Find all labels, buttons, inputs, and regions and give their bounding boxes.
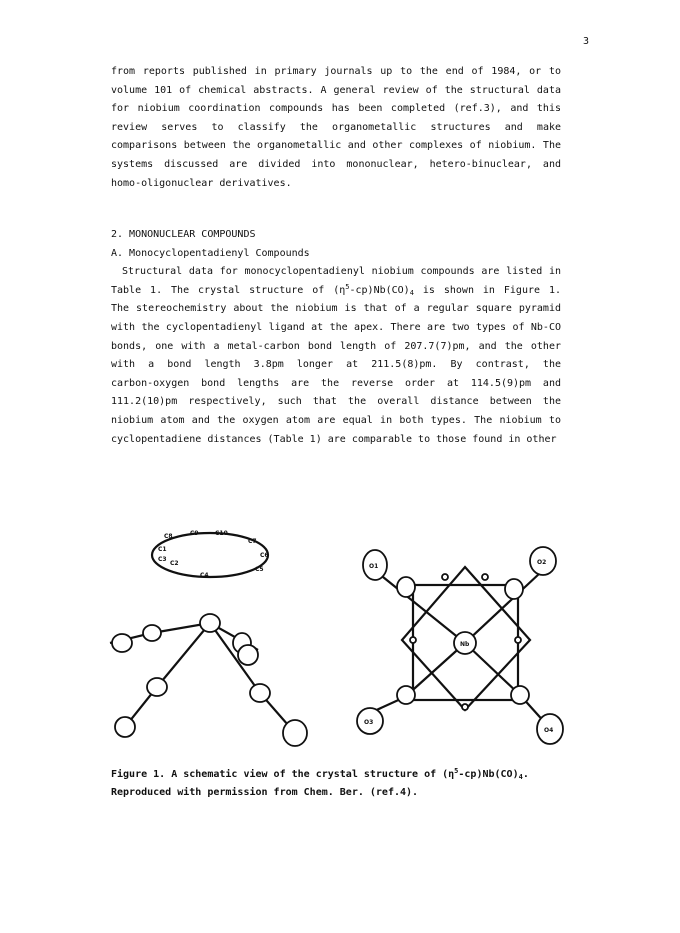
figure-caption	[111, 766, 581, 803]
text-line: carbon-oxygen bond lengths are the reverse order at 114.5(9)pm and	[111, 377, 561, 389]
atom-label: O2	[537, 559, 547, 566]
carbon-ellipsoid	[511, 686, 529, 704]
atom-ellipsoid	[238, 645, 258, 665]
page-number: 3	[583, 36, 590, 47]
text-line: niobium atom and the oxygen atom are equal in both types. The niobium to	[111, 414, 561, 426]
text-line-formula: Table 1. The crystal structure of $(\eta^5-cp)Nb(CO)_4$ is shown in Figure 1.	[111, 282, 561, 297]
text-line: bonds, one with a metal-carbon bond length of 207.7(7)pm, and the other	[111, 340, 561, 352]
text-line: The stereochemistry about the niobium is that of a regular square pyramid	[111, 303, 561, 315]
atom-label: C1	[158, 546, 167, 553]
text-line: from reports published in primary journals up to the end of 1984, or to	[111, 66, 561, 77]
text-line: with the cyclopentadienyl ligand at the apex. There are two types of Nb-CO	[111, 321, 561, 333]
atom-label: O4	[544, 727, 554, 734]
atom-label: C4	[200, 572, 209, 579]
cp-carbon	[410, 637, 416, 643]
atom-label: C7	[248, 538, 257, 545]
bond-line	[465, 573, 540, 643]
atom-ellipsoid	[200, 614, 220, 632]
atom-label: C2	[170, 560, 179, 567]
atom-label: Nb	[460, 641, 470, 648]
atom-ellipsoid	[115, 717, 135, 737]
intro-paragraph	[111, 63, 561, 193]
atom-label: C3	[158, 556, 167, 563]
atom-ellipsoid	[147, 678, 167, 696]
text-line: systems discussed are divided into mononuclear, hetero-binuclear, and	[111, 158, 561, 170]
text-line: homo-oligonuclear derivatives.	[111, 177, 292, 189]
text-line: for niobium coordination compounds has been completed (ref.3), and this	[111, 103, 561, 115]
text-line: comparisons between the organometallic and other complexes of niobium. The	[111, 140, 561, 152]
section-heading: 2. MONONUCLEAR COMPOUNDS	[111, 229, 256, 240]
atom-label: C5	[255, 566, 264, 573]
cp-carbon	[515, 637, 521, 643]
figure-crystal-structure	[100, 515, 580, 755]
text-line: Structural data for monocyclopentadienyl niobium compounds are listed in	[122, 266, 561, 278]
crystal-structure-drawing	[100, 515, 580, 755]
caption-line-2: Reproduced with permission from Chem. Ber. (ref.4).	[111, 787, 419, 799]
bond-chain	[125, 623, 210, 727]
bond-chain	[210, 623, 295, 733]
atom-ellipsoid	[250, 684, 270, 702]
carbon-ellipsoid	[397, 686, 415, 704]
cp-carbon	[462, 704, 468, 710]
atom-label: C8	[164, 533, 173, 540]
atom-label: C9	[190, 530, 199, 537]
bond-line	[383, 577, 465, 643]
section-mononuclear	[111, 226, 561, 449]
atom-ellipsoid	[112, 634, 132, 652]
atom-label: O1	[369, 563, 379, 570]
text-line: 111.2(10)pm respectively, such that the overall distance between the	[111, 396, 561, 408]
cp-carbon	[442, 574, 448, 580]
carbon-ellipsoid	[397, 577, 415, 597]
atom-label: C6	[260, 552, 269, 559]
carbon-ellipsoid	[505, 579, 523, 599]
text-line: with a bond length 3.8pm longer at 211.5(8)pm. By contrast, the	[111, 359, 561, 371]
subsection-heading: A. Monocyclopentadienyl Compounds	[111, 247, 310, 259]
caption-line-1: Figure 1. A schematic view of the crystal structure of $(\eta^5-cp)Nb(CO)_4$.	[111, 767, 529, 781]
text-line: volume 101 of chemical abstracts. A general review of the structural data	[111, 84, 561, 96]
atom-ellipsoid	[143, 625, 161, 641]
atom-label: O3	[364, 719, 374, 726]
cp-carbon	[482, 574, 488, 580]
text-line: cyclopentadiene distances (Table 1) are comparable to those found in other	[111, 433, 557, 445]
atom-ellipsoid	[283, 720, 307, 746]
text-line: review serves to classify the organometallic structures and make	[111, 121, 561, 133]
atom-label: C10	[215, 530, 228, 537]
